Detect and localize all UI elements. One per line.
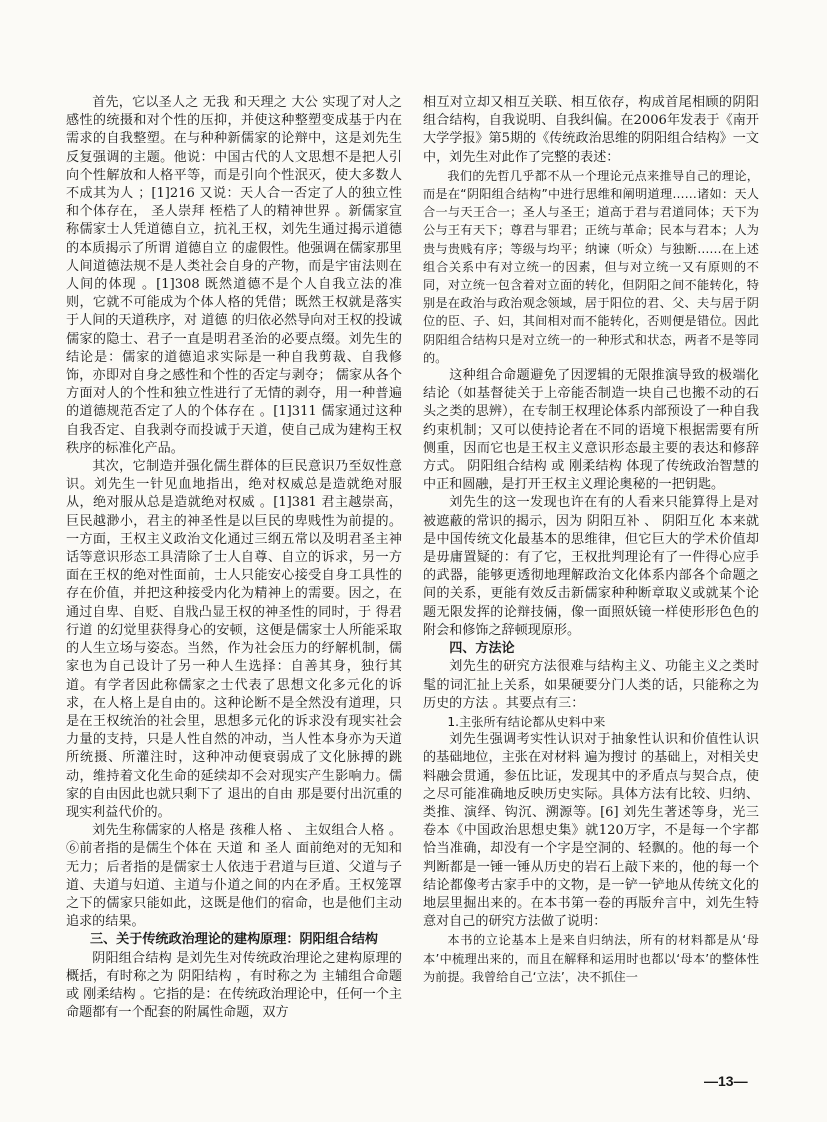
paragraph: 首先，它以圣人之 无我 和天理之 大公 实现了对人之感性的统摄和对个性的压抑，并使这种整塑变成基于内在需求的自我整塑。在与种种新儒家的论辩中，这是刘先生反复强调的主题。他说：中国古代的人文思想不是把人引向个性解放和人格平等，而是引向个性泯灭，使大多数人不成其为人 ；[1]216 又说：天人合一否定了人的独立性和个体存在， 圣人崇拜 桎梏了人的精神世界 。新儒家宣称儒家士人凭道德自立，抗礼王权，刘先生通过揭示道德的本质揭示了所谓 道德自立 的虚假性。他强调在儒家那里 人间道德法规不是人类社会自身的产物，而是宇宙法则在人间的体现 。[1]308 既然道德不是个人自我立法的准则，它就不可能成为个体人格的凭借；既然王权就是落实于人间的天道秩序，对 道德 的归依必然导向对王权的投诚 儒家的隐士、君子一直是明君圣治的必要点缀。刘先生的结论是：儒家的道德追求实际是一种自我剪裁、自我修饰，亦即对自身之感性和个性的否定与剥夺； 儒家从各个方面对人的个性和独立性进行了无情的剥夺，用一种普遍的道德规范否定了人的个体存在 。[1]311 儒家通过这种自我否定、自我剥夺而投诚于天道，使自己成为建构王权秩序的标准化产品。: [66, 95, 402, 456]
right-column: [423, 94, 759, 986]
left-column: [66, 94, 402, 1022]
paragraph: 刘先生的这一发现也许在有的人看来只能算得上是对被遮蔽的常识的揭示，因为 阴阳互补 、 阴阳互化 本来就是中国传统文化最基本的思维律，但它巨大的学术价值却是毋庸置疑的：有了它，王权批判理论有了一件得心应手的武器，能够更透彻地理解政治文化体系内部各个命题之间的关系，更能有效反击新儒家种种断章取义或就某个论题无限发挥的论辩技倆，像一面照妖镜一样使形形色色的附会和修饰之辞顿现原形。: [423, 495, 759, 638]
section-heading: 三、关于传统政治理论的建构原理：阴阳组合结构: [89, 932, 379, 948]
paragraph: 刘先生称儒家的人格是 孩稚人格 、 主奴组合人格 。⑥前者指的是儒生个体在 天道 和 圣人 面前绝对的无知和无力；后者指的是儒家士人依违于君道与巨道、父道与子道、夫道与妇道、主道与仆道之间的内在矛盾。王权笼罩之下的儒家只能如此，这既是他们的宿命，也是他们主动追求的结果。: [66, 823, 402, 930]
subsection-heading: 1.主张所有结论都从史料中来: [447, 714, 606, 729]
paragraph: 其次，它制造并强化儒生群体的巨民意识乃至奴性意识。刘先生一针见血地指出，绝对权威总是造就绝对服从，绝对服从总是造就绝对权威 。[1]381 君主越崇高，巨民越渺小，君主的神圣性是以巨民的卑贱性为前提的。一方面，王权主义政治文化通过三纲五常以及明君圣主神话等意识形态工具清除了士人自尊、自立的诉求，另一方面在王权的绝对性面前，士人只能安心接受自身工具性的存在价值，并把这种接受内化为精神上的需要。因之，在通过自卑、自贬、自戕凸显王权的神圣性的同时，于 得君行道 的幻觉里获得身心的安顿，这便是儒家士人所能采取的人生立场与姿态。当然，作为社会压力的纾解机制，儒家也为自己设计了另一种人生选择：自善其身，独行其道。有学者因此称儒家之士代表了思想文化多元化的诉求，在人格上是自由的。这种论断不是全然没有道理，只是在王权统治的社会里，思想多元化的诉求没有现实社会力量的支持，只是人性自然的冲动，当人性本身亦为天道所统摄、所灌注时，这种冲动便衰弱成了文化脉搏的跳动，维持着文化生命的延续却不会对现实产生影响力。儒家的自由因此也就只剩下了 退出的自由 那是要付出沉重的现实利益代价的。: [66, 459, 402, 820]
page-number: —13—: [704, 1073, 748, 1089]
block-quote: 本书的立论基本上是来自归纳法，所有的材料都是从‘母本’中梳理出来的，而且在解释和运用时也都以‘母本’的整体性为前提。我曾给自己‘立法’，决不抓住一: [423, 933, 759, 984]
paragraph: 这种组合命题避免了因逻辑的无限推演导致的极端化结论（如基督徒关于上帝能否制造一块自己也搬不动的石头之类的思辨），在专制王权理论体系内部预设了一种自我约束机制；又可以使持论者在不同的语境下根据需要有所侧重，因而它也是王权主义意识形态最主要的表达和修辞方式。 阴阳组合结构 或 刚柔结构 体现了传统政治智慧的中正和圆融，是打开王权主义理论奥秘的一把钥匙。: [423, 368, 759, 493]
paragraph: 刘先生的研究方法很难与结构主义、功能主义之类时髦的词汇扯上关系，如果硬要分门人类的话，只能称之为 历史的方法 。其要点有三：: [423, 659, 759, 711]
paragraph: 刘先生强调考实性认识对于抽象性认识和价值性认识的基础地位，主张在对材料 遍为搜讨 的基础上，对相关史料融会贯通，参伍比证，发现其中的矛盾点与契合点，使之尽可能准确地反映历史实际。具体方法有比较、归纳、类推、演绎、钩沉、溯源等。[6] 刘先生著述等身，光三卷本《中国政治思想史集》就120万字，不是每一个字都恰当准确，却没有一个字是空洞的、轻飘的。他的每一个判断都是一锤一锤从历史的岩石上敲下来的，他的每一个结论都像考古家手中的文物，是一铲一铲地从传统文化的地层里掘出来的。在本书第一卷的再版弁言中，刘先生特意对自己的研究方法做了说明：: [423, 732, 759, 930]
block-quote: 我们的先哲几乎都不从一个理论元点来推导自己的理论，而是在“阴阳组合结构”中进行思维和阐明道理……诸如：天人合一与天王合一；圣人与圣王；道高于君与君道同体；天下为公与王有天下；尊君与罪君；正统与革命；民本与君本；人为贵与贵贱有序；等级与均平；纳谏（听众）与独断……在上述组合关系中有对立统一的因素，但与对立统一又有原则的不同，对立统一包含着对立面的转化，但阴阳之间不能转化，特别是在政治与政治观念领域，居于阳位的君、父、夫与居于阴位的臣、子、妇，其间相对而不能转化，否则便是错位。因此阴阳组合结构只是对立统一的一种形式和状态，两者不是等同的。: [423, 168, 759, 365]
paragraph: 阴阳组合结构 是刘先生对传统政治理论之建构原理的概括，有时称之为 阴阳结构 ，有时称之为 主辅组合命题 或 刚柔结构 。它指的是：在传统政治理论中，任何一个主命题都有一个配套的附属性命题，双方: [66, 950, 402, 1021]
paragraph: 相互对立却又相互关联、相互依存，构成首尾相顾的阴阳组合结构，自我说明、自我纠偏。在2006年发表于《南开大学学报》第5期的《传统政治思维的阴阳组合结构》一文中，刘先生对此作了完整的表述：: [423, 95, 759, 165]
section-heading: 四、方法论: [449, 641, 515, 657]
